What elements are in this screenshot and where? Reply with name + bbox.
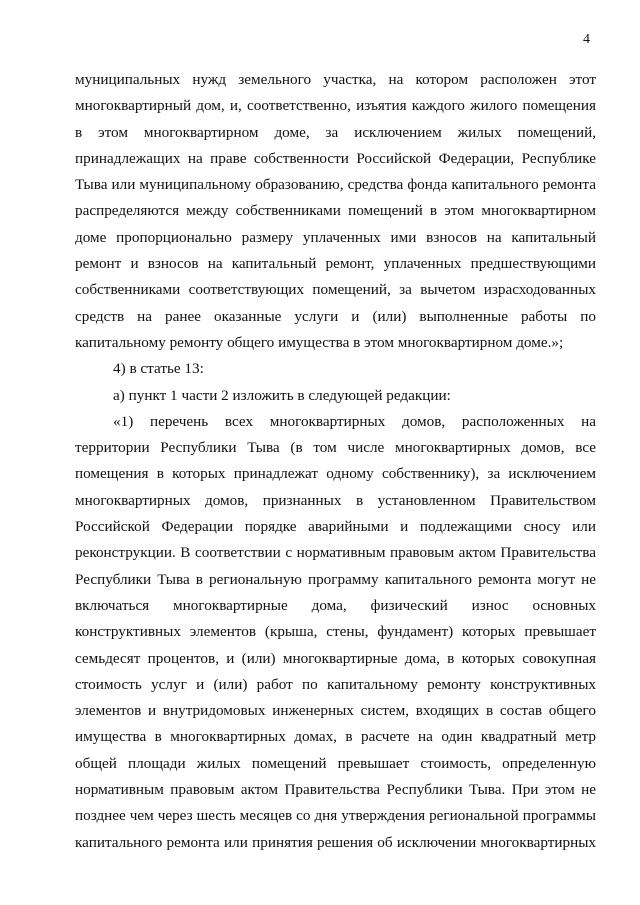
text-line: капитального ремонта или принятия решения об исключении многоквартирных [75, 833, 596, 851]
text-line: многоквартирных домов, признанных в установленном Правительством [75, 491, 596, 509]
text-line: Тыва или муниципальному образованию, средства фонда капитального ремонта [75, 176, 596, 194]
text-line: 4) в статье 13: [113, 360, 204, 378]
page-number: 4 [583, 32, 590, 47]
text-line: в этом многоквартирном доме, за исключением жилых помещений, [75, 123, 596, 141]
text-line: а) пункт 1 части 2 изложить в следующей редакции: [113, 386, 451, 404]
text-line: включаться многоквартирные дома, физический износ основных [75, 596, 596, 614]
text-line: ремонт и взносов на капитальный ремонт, уплаченных предшествующими [75, 255, 596, 273]
text-line: стоимость услуг и (или) работ по капитальному ремонту конструктивных [75, 675, 596, 693]
text-line: Республики Тыва в региональную программу капитального ремонта могут не [75, 570, 596, 588]
text-line: позднее чем через шесть месяцев со дня утверждения региональной программы [75, 807, 596, 825]
text-line: территории Республики Тыва (в том числе многоквартирных домов, все [75, 439, 596, 457]
text-line: общей площади жилых помещений превышает стоимость, определенную [75, 754, 596, 772]
text-line: помещения в которых принадлежат одному собственнику), за исключением [75, 465, 596, 483]
text-line: собственниками соответствующих помещений, за вычетом израсходованных [75, 281, 596, 299]
text-line: нормативным правовым актом Правительства Республики Тыва. При этом не [75, 781, 596, 799]
document-body [75, 67, 596, 856]
text-line: «1) перечень всех многоквартирных домов, расположенных на [113, 412, 596, 430]
text-line: капитальному ремонту общего имущества в этом многоквартирном доме.»; [75, 333, 564, 351]
text-line: семьдесят процентов, и (или) многоквартирные дома, в которых совокупная [75, 649, 596, 667]
text-line: реконструкции. В соответствии с нормативным правовым актом Правительства [75, 544, 596, 562]
text-line: распределяются между собственниками помещений в этом многоквартирном [75, 202, 596, 220]
text-line: многоквартирный дом, и, соответственно, изъятия каждого жилого помещения [75, 97, 596, 115]
text-line: Российской Федерации порядке аварийными и подлежащими сносу или [75, 518, 596, 536]
text-line: элементов и внутридомовых инженерных систем, входящих в состав общего [75, 702, 596, 720]
text-line: принадлежащих на праве собственности Российской Федерации, Республике [75, 149, 596, 167]
text-line: конструктивных элементов (крыша, стены, фундамент) которых превышает [75, 623, 596, 641]
text-line: средств на ранее оказанные услуги и (или) выполненные работы по [75, 307, 596, 325]
text-line: доме пропорционально размеру уплаченных ими взносов на капитальный [75, 228, 596, 246]
text-line: имущества в многоквартирных домах, в расчете на один квадратный метр [75, 728, 596, 746]
text-line: муниципальных нужд земельного участка, на котором расположен этот [75, 71, 596, 88]
